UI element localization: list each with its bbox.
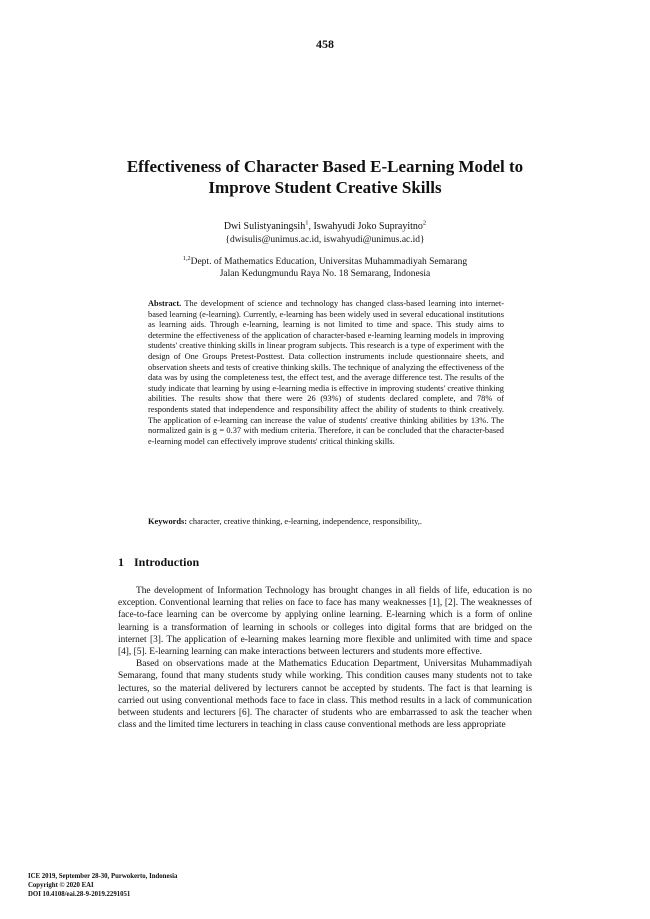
- author-list: [0, 221, 650, 233]
- body-text: [118, 585, 532, 731]
- footer: [28, 872, 177, 899]
- author-name: Dwi Sulistyaningsih: [223, 221, 306, 232]
- keywords-text: character, creative thinking, e-learning, independence, responsibility,.: [187, 517, 422, 526]
- affiliation-line-1: $^{1,2}$Dept. of Mathematics Education, Universitas Muhammadiyah Semarang: [182, 255, 468, 267]
- title-line-1: Effectiveness of Character Based E-Learning Model to: [126, 157, 524, 176]
- keywords: [148, 517, 504, 528]
- author-affiliation-mark: 2: [422, 219, 427, 227]
- footer-copyright: Copyright © 2020 EAI: [28, 882, 94, 889]
- abstract-text: The development of science and technology has changed class-based learning into internet-based learning (e-learning). Currently, e-learning has been widely used in several educational institutions as learning aids. Through e-learning, learning is not limited to time and space. This study aims to determine the effectiveness of the application of character-based e-learning learning models in improving students' creative thinking skills in linear program subjects. This research is a type of experiment with the design of One Groups Pretest-Posttest. Data collection instruments include questionnaire sheets, and observation sheets and tests of creative thinking skills. The technique of analyzing the effectiveness of the data was by using the completeness test, the effect test, and the average difference test. The results of the study indicate that learning by using e-learning media is effective in improving students' creative thinking abilities. The results show that there were 26 (93%) of students declared complete, and 78% of respondents stated that independence and responsibility affect the ability of students to think creatively. The application of e-learning can increase the value of students' creative thinking abilities by 13%. The normalized gain is g = 0.37 with medium criteria. Therefore, it can be concluded that the character-based e-learning model can effectively improve students' critical thinking skills.: [148, 299, 504, 446]
- page-number: 458: [316, 37, 334, 51]
- section-number: 1: [118, 555, 124, 569]
- keywords-label: Keywords:: [148, 517, 188, 526]
- title-line-2: Improve Student Creative Skills: [208, 178, 442, 197]
- author-affiliation-mark: 1: [305, 219, 309, 227]
- abstract-label: Abstract.: [148, 299, 182, 308]
- author-emails: {dwisulis@unimus.ac.id, iswahyudi@unimus.ac.id}: [225, 235, 425, 245]
- affiliation: [0, 256, 650, 280]
- paper-title: [90, 156, 560, 198]
- section-heading: [118, 555, 199, 570]
- author-name: Iswahyudi Joko Suprayitno: [313, 221, 423, 232]
- abstract: [148, 299, 504, 447]
- section-title: Introduction: [134, 555, 200, 569]
- affiliation-line-2: Jalan Kedungmundu Raya No. 18 Semarang, Indonesia: [219, 269, 431, 279]
- paragraph: The development of Information Technology has brought changes in all fields of life, education is no exception. Conventional learning that relies on face to face has many weaknesses [1], [2]. The weaknesses of face-to-face learning can be overcome by applying online learning. E-learning which is a form of online learning is a transformation of learning in schools or colleges into digital forms that are bridged on the internet [3]. The application of e-learning makes learning more flexible and unlimited with time and space [4], [5]. E-learning learning can make interactions between lecturers and students more effective.: [118, 586, 532, 658]
- footer-conference: ICE 2019, September 28-30, Purwokerto, Indonesia: [28, 873, 178, 880]
- footer-doi: DOI 10.4108/eai.28-9-2019.2291051: [28, 891, 131, 898]
- author-separator: ,: [308, 221, 314, 232]
- affiliation-mark: 1,2: [182, 255, 191, 262]
- paragraph: Based on observations made at the Mathematics Education Department, Universitas Muhammadiyah Semarang, found that many students study while working. This condition causes many students not to take lectures, so the material delivered by lecturers cannot be accepted by students. The fact is that learning is carried out using conventional methods face to face in class. This method results in a lack of communication between students and lecturers [6]. The character of students who are embarrassed to ask the teacher when class and the limited time lecturers in teaching in class cause conventional methods are less appropriate: [118, 659, 532, 731]
